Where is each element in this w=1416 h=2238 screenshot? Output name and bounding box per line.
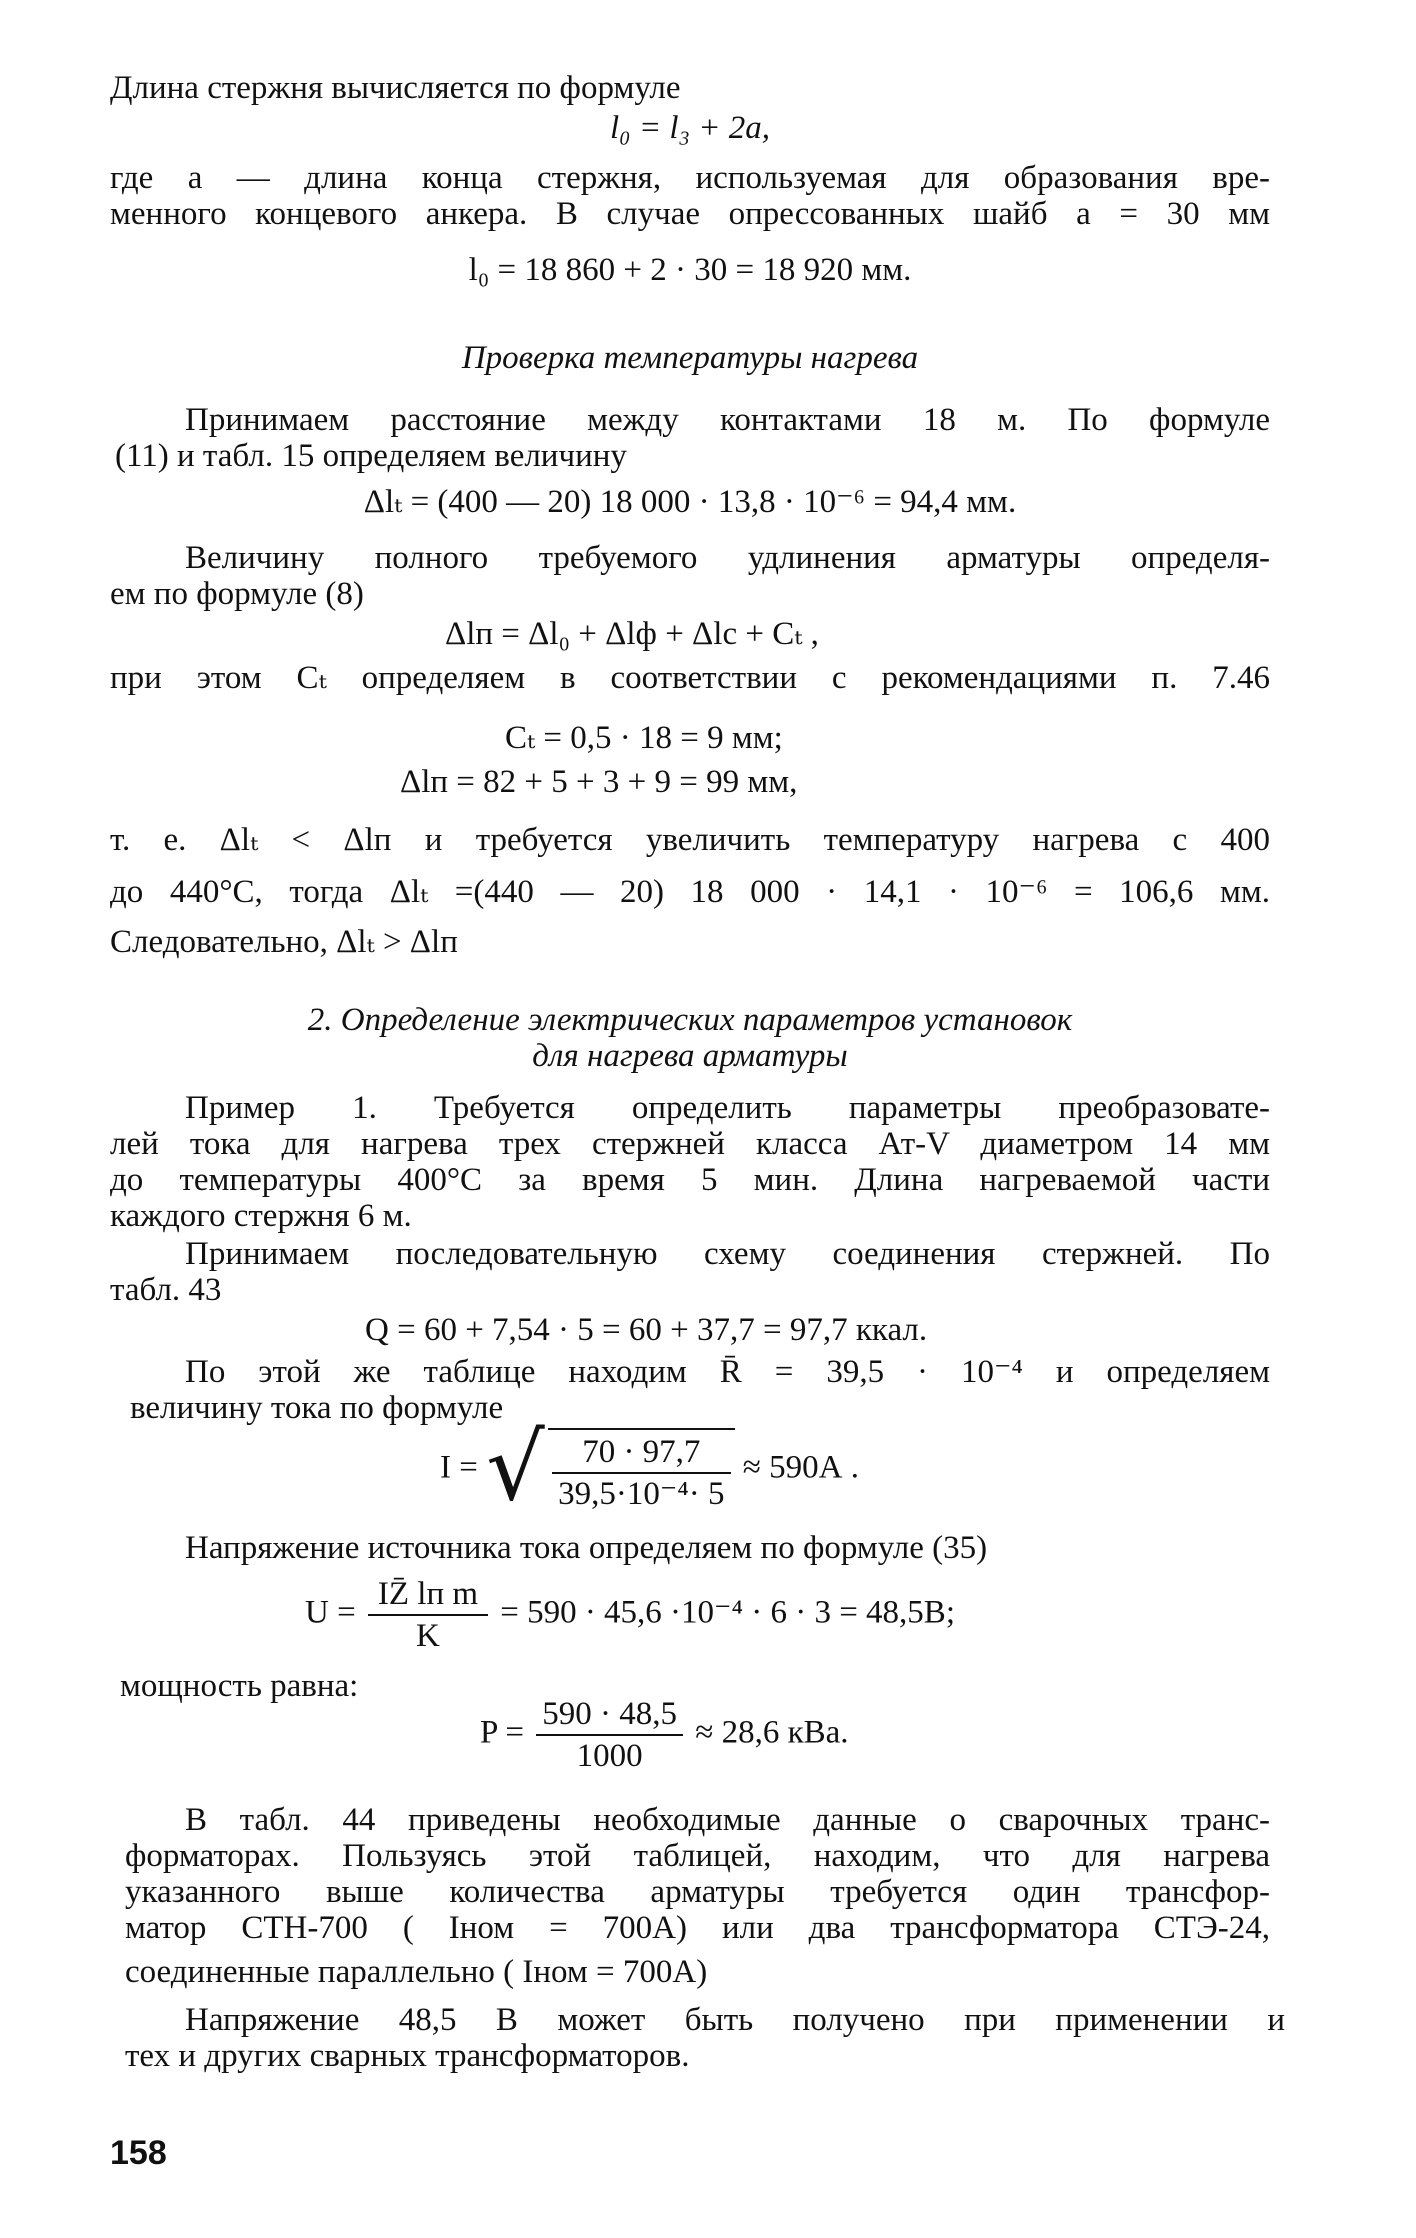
text-line: Принимаем последовательную схему соединения стержней. По <box>185 1236 1270 1272</box>
formula-lhs: I = <box>440 1449 478 1486</box>
text-line: Длина стержня вычисляется по формуле <box>110 70 681 106</box>
square-root <box>486 1414 734 1521</box>
fraction-denominator: 1000 <box>576 1738 643 1774</box>
text-line: Напряжение 48,5 В может быть получено при применении и <box>185 2002 1285 2038</box>
text-line: В табл. 44 приведены необходимые данные о сварочных транс- <box>185 1802 1270 1838</box>
text-line: мощность равна: <box>120 1668 359 1704</box>
fraction-numerator: 590 · 48,5 <box>536 1696 683 1736</box>
formula-lhs: U = <box>305 1594 356 1631</box>
text-line: каждого стержня 6 м. <box>110 1198 412 1234</box>
formula-rhs: ≈ 28,6 кВа. <box>695 1714 849 1751</box>
text-line: Напряжение источника тока определяем по формуле (35) <box>185 1530 988 1566</box>
section-heading: для нагрева арматуры <box>532 1038 848 1074</box>
text-line: Величину полного требуемого удлинения арматуры определя- <box>185 540 1270 576</box>
text-line: до температуры 400°С за время 5 мин. Длина нагреваемой части <box>110 1162 1270 1198</box>
text-line: Принимаем расстояние между контактами 18 м. По формуле <box>185 402 1270 438</box>
text-line: т. е. Δlₜ < Δlп и требуется увеличить температуру нагрева с 400 <box>110 822 1270 858</box>
formula-rhs: = 590 · 45,6 ·10⁻⁴ · 6 · 3 = 48,5В; <box>500 1594 955 1631</box>
page-number: 158 <box>110 2134 167 2172</box>
text-line: до 440°С, тогда Δlₜ =(440 — 20) 18 000 · 14,1 · 10⁻⁶ = 106,6 мм. <box>110 874 1270 910</box>
formula: Δlₜ = (400 — 20) 18 000 · 13,8 · 10⁻⁶ = 94,4 мм. <box>363 484 1017 520</box>
text-line: указанного выше количества арматуры требуется один трансфор- <box>125 1874 1270 1910</box>
formula-rhs: ≈ 590А . <box>742 1449 859 1486</box>
text-line: Пример 1. Требуется определить параметры преобразовате- <box>185 1090 1270 1126</box>
formula-power <box>480 1696 849 1774</box>
text-line: ем по формуле (8) <box>110 576 364 612</box>
radical-sign-icon: √ <box>486 1414 545 1521</box>
text-line: при этом Cₜ определяем в соответствии с рекомендациями п. 7.46 <box>110 660 1270 696</box>
fraction <box>552 1434 730 1512</box>
formula: Cₜ = 0,5 · 18 = 9 мм; <box>505 720 783 756</box>
text-line: величину тока по формуле <box>130 1390 504 1426</box>
formula: Q = 60 + 7,54 · 5 = 60 + 37,7 = 97,7 ккал. <box>365 1312 928 1348</box>
formula: l₀ = 18 860 + 2 · 30 = 18 920 мм. <box>468 252 912 288</box>
text-line: соединенные параллельно ( Iном = 700А) <box>125 1954 708 1990</box>
text-line: форматорах. Пользуясь этой таблицей, находим, что для нагрева <box>125 1838 1270 1874</box>
formula-current <box>440 1414 859 1521</box>
text-line: Следовательно, Δlₜ > Δlп <box>110 924 458 960</box>
formula: Δlп = 82 + 5 + 3 + 9 = 99 мм, <box>400 764 798 800</box>
fraction-denominator: K <box>416 1618 440 1654</box>
section-heading: Проверка температуры нагрева <box>461 340 919 376</box>
fraction-denominator: 39,5·10⁻⁴· 5 <box>558 1476 725 1512</box>
text-line: лей тока для нагрева трех стержней класса Ат-V диаметром 14 мм <box>110 1126 1270 1162</box>
fraction <box>368 1576 488 1654</box>
formula: Δlп = Δl₀ + Δlф + Δlс + Cₜ , <box>445 616 819 652</box>
formula-voltage <box>305 1576 955 1654</box>
section-heading: 2. Определение электрических параметров установок <box>307 1002 1073 1038</box>
text-line: По этой же таблице находим R̄ = 39,5 · 10⁻⁴ и определяем <box>185 1354 1270 1390</box>
formula: l₀ = l₃ + 2a, <box>609 110 771 146</box>
formula-lhs: P = <box>480 1714 524 1751</box>
text-line: тех и других сварных трансформаторов. <box>125 2038 690 2074</box>
text-line: табл. 43 <box>110 1272 222 1308</box>
text-line: где a — длина конца стержня, используемая для образования вре- <box>110 160 1270 196</box>
fraction <box>536 1696 683 1774</box>
text-line: (11) и табл. 15 определяем величину <box>115 438 627 474</box>
fraction-numerator: IZ̄ lп m <box>368 1576 488 1616</box>
text-line: менного концевого анкера. В случае опрессованных шайб a = 30 мм <box>110 196 1270 232</box>
fraction-numerator: 70 · 97,7 <box>552 1434 730 1474</box>
text-line: матор СТН-700 ( Iном = 700А) или два трансформатора СТЭ-24, <box>125 1910 1270 1946</box>
